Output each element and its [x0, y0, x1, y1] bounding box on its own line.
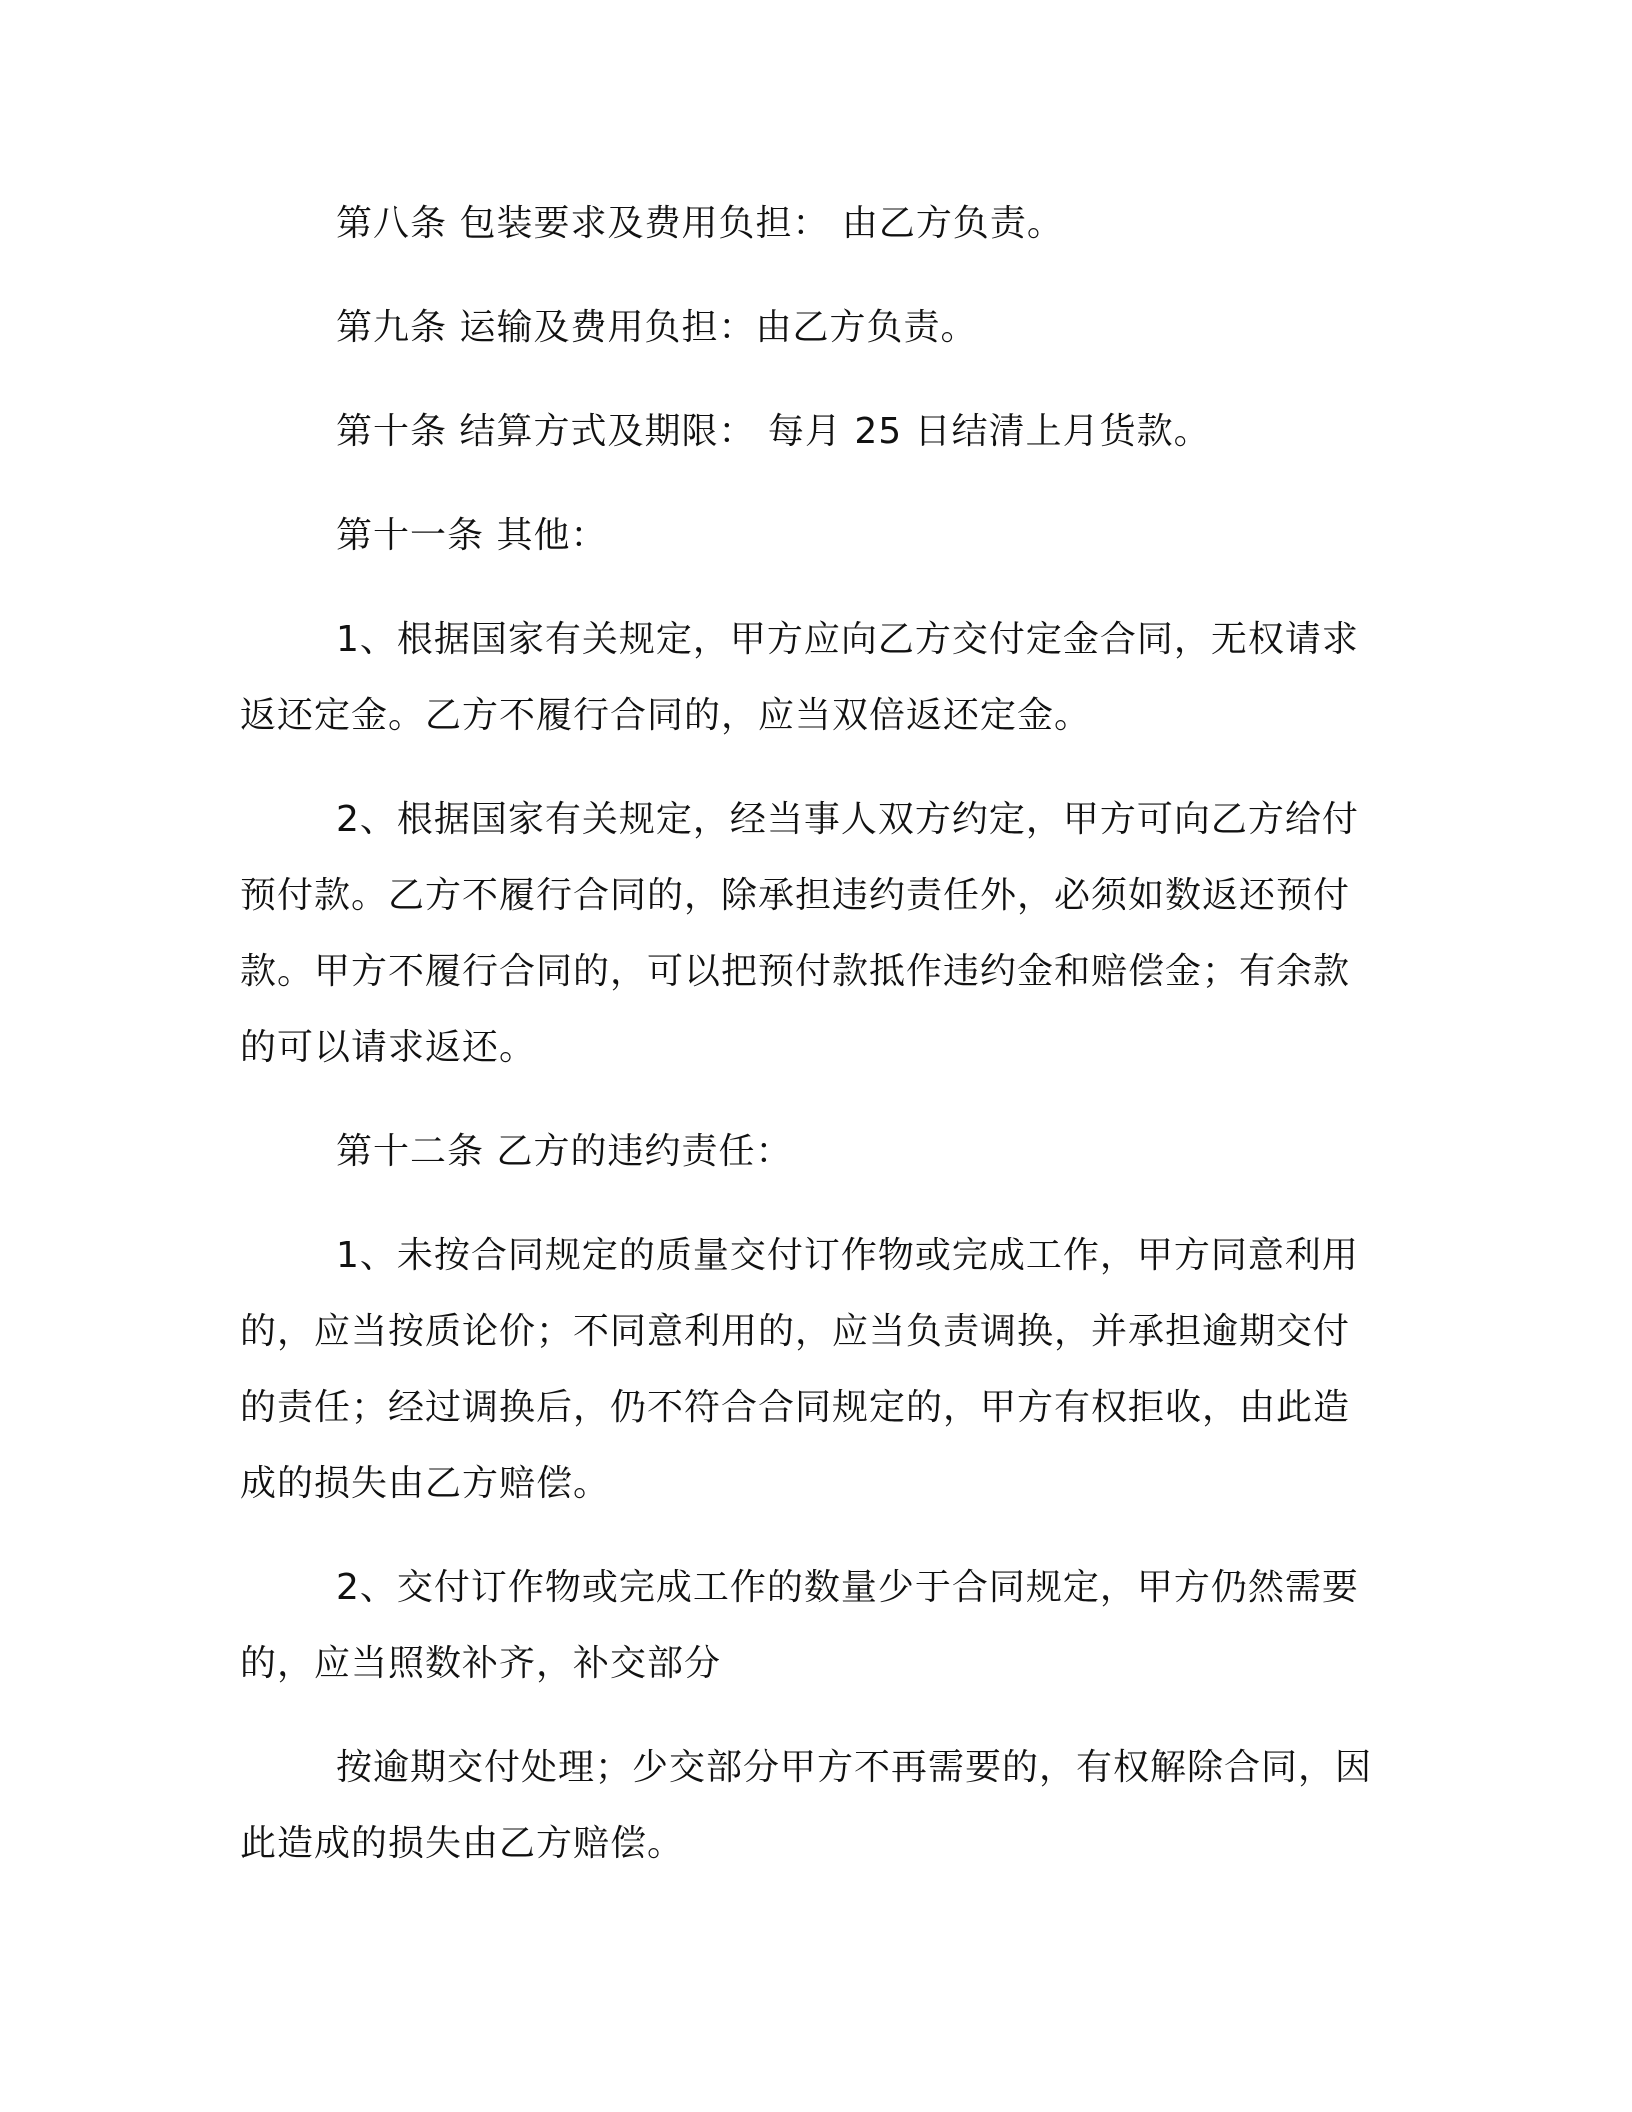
clause-11-heading — [240, 498, 1360, 574]
text-line: 的可以请求返还。 — [240, 1027, 537, 1068]
text-line: 1、未按合同规定的质量交付订作物或完成工作，甲方同意利用 — [336, 1235, 1359, 1276]
document-body — [240, 186, 1373, 1882]
clause-12-heading — [240, 1114, 1360, 1190]
text-line: 成的损失由乙方赔偿。 — [240, 1463, 611, 1504]
text-line: 预付款。乙方不履行合同的，除承担违约责任外，必须如数返还预付 — [240, 875, 1351, 916]
text-line: 第八条 包装要求及费用负担： 由乙方负责。 — [336, 203, 1064, 244]
text-line: 1、根据国家有关规定，甲方应向乙方交付定金合同，无权请求 — [336, 619, 1359, 660]
text-line: 按逾期交付处理；少交部分甲方不再需要的，有权解除合同，因 — [336, 1747, 1373, 1788]
clause-8 — [240, 186, 1360, 262]
clause-12-item-2 — [240, 1550, 1360, 1702]
text-line: 款。甲方不履行合同的，可以把预付款抵作违约金和赔偿金；有余款 — [240, 951, 1351, 992]
text-line: 第十一条 其他： — [336, 515, 608, 556]
clause-11-item-2 — [240, 782, 1360, 1086]
text-line: 第九条 运输及费用负担：由乙方负责。 — [336, 307, 978, 348]
text-line: 此造成的损失由乙方赔偿。 — [240, 1823, 685, 1864]
clause-12-item-1 — [240, 1218, 1360, 1522]
text-line: 的，应当按质论价；不同意利用的，应当负责调换，并承担逾期交付 — [240, 1311, 1351, 1352]
clause-12-item-2-continued — [240, 1730, 1373, 1882]
text-line: 2、交付订作物或完成工作的数量少于合同规定，甲方仍然需要 — [336, 1567, 1359, 1608]
clause-9 — [240, 290, 1360, 366]
clause-11-item-1 — [240, 602, 1360, 754]
text-line: 第十二条 乙方的违约责任： — [336, 1131, 793, 1172]
text-line: 第十条 结算方式及期限： 每月 25 日结清上月货款。 — [336, 411, 1211, 452]
text-line: 的责任；经过调换后，仍不符合合同规定的，甲方有权拒收，由此造 — [240, 1387, 1351, 1428]
clause-10 — [240, 394, 1360, 470]
text-line: 返还定金。乙方不履行合同的，应当双倍返还定金。 — [240, 695, 1092, 736]
text-line: 2、根据国家有关规定，经当事人双方约定，甲方可向乙方给付 — [336, 799, 1359, 840]
text-line: 的，应当照数补齐，补交部分 — [240, 1643, 722, 1684]
